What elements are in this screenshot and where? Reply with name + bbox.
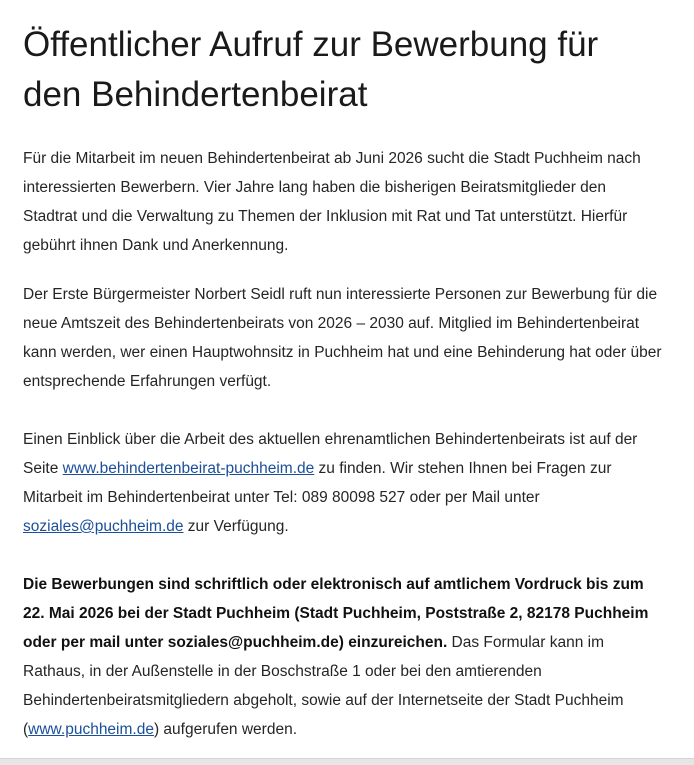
contact-paragraph [23, 425, 664, 541]
behindertenbeirat-website-link[interactable]: www.behindertenbeirat-puchheim.de [62, 460, 315, 477]
application-deadline-text: Die Bewerbungen sind schriftlich oder elektronisch auf amtlichem Vordruck bis zum 22. Mai 2026 bei der Stadt Puchheim (Stadt Puchheim, Poststraße 2, 82178 Puchheim oder per mail unter soziales@puchheim.de) einzureichen. [23, 576, 649, 651]
soziales-email-link[interactable]: soziales@puchheim.de [23, 518, 184, 535]
application-form-text: Das Formular kann im Rathaus, in der Außenstelle in der Boschstraße 1 oder bei den amtierenden Behindertenbeiratsmitgliedern abgeholt, sowie auf der Internetseite der Stadt Puchheim ( [23, 634, 624, 738]
contact-text-middle: zu finden. Wir stehen Ihnen bei Fragen zur Mitarbeit im Behindertenbeirat unter Tel: 089 80098 527 oder per Mail unter [23, 460, 612, 506]
application-paragraph [23, 570, 664, 744]
application-text-end: ) aufgerufen werden. [153, 721, 298, 738]
contact-text-start: Einen Einblick über die Arbeit des aktuellen ehrenamtlichen Behindertenbeirats ist auf der Seite [23, 431, 638, 477]
call-paragraph: Der Erste Bürgermeister Norbert Seidl ruft nun interessierte Personen zur Bewerbung für die neue Amtszeit des Behindertenbeirats von 2026 – 2030 auf. Mitglied im Behindertenbeirat kann werden, wer einen Hauptwohnsitz in Puchheim hat und eine Behinderung hat oder über entsprechende Erfahrungen verfügt. [23, 286, 662, 390]
contact-text-end: zur Verfügung. [183, 518, 289, 535]
intro-paragraph: Für die Mitarbeit im neuen Behindertenbeirat ab Juni 2026 sucht die Stadt Puchheim nach interessierten Bewerbern. Vier Jahre lang haben die bisherigen Beiratsmitglieder den Stadtrat und die Verwaltung zu Themen der Inklusion mit Rat und Tat unterstützt. Hierfür gebührt ihnen Dank und Anerkennung. [23, 150, 641, 254]
bottom-border [0, 758, 694, 765]
page-title: Öffentlicher Aufruf zur Bewerbung für den Behindertenbeirat [23, 25, 599, 114]
puchheim-website-link[interactable]: www.puchheim.de [28, 721, 154, 738]
